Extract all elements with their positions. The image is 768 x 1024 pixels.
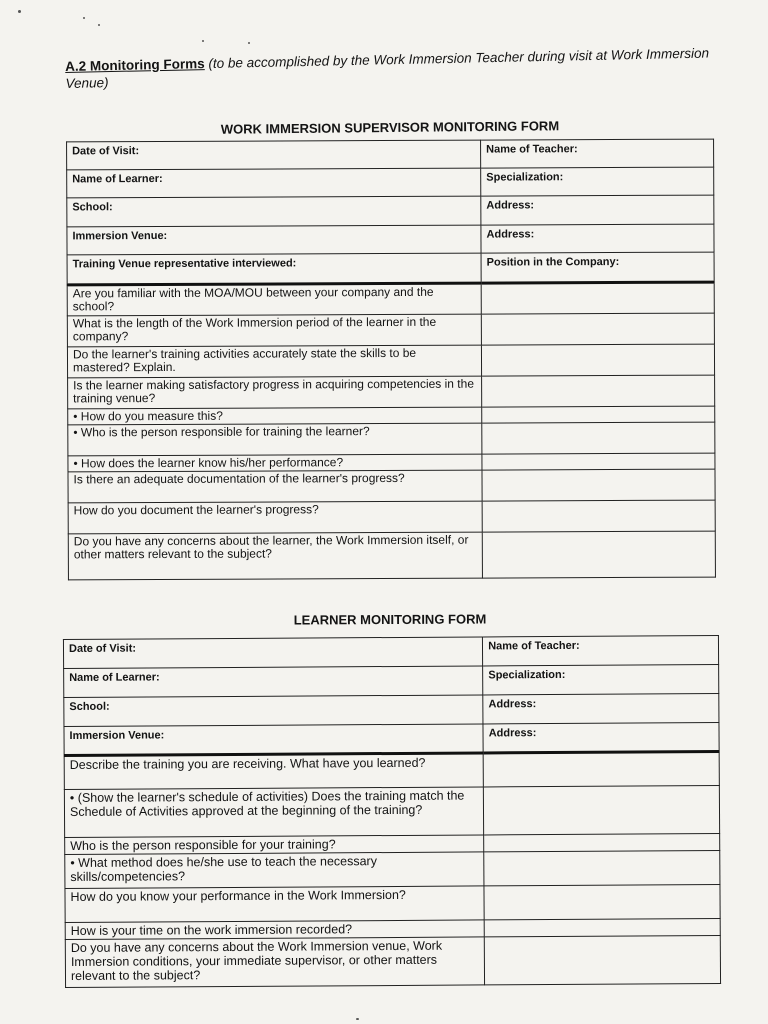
header-field-label: Address:	[483, 694, 719, 724]
question-text: • (Show the learner's schedule of activities) Does the training match the Schedule of Activities approved at the beginning of the training?	[64, 787, 483, 838]
question-text: Do you have any concerns about the learner, the Work Immersion itself, or other matters relevant to the subject?	[68, 532, 482, 580]
header-row	[67, 167, 714, 198]
question-text: How do you document the learner's progress?	[68, 501, 482, 534]
answer-cell[interactable]	[482, 453, 715, 470]
answer-cell[interactable]	[482, 469, 715, 501]
question-text: Are you familiar with the MOA/MOU between your company and the school?	[67, 283, 481, 316]
question-text: Do the learner's training activities accurately state the skills to be mastered? Explain.	[67, 345, 481, 378]
header-field-label: Specialization:	[483, 665, 719, 695]
header-field-label: School:	[64, 695, 483, 727]
question-row	[65, 935, 720, 987]
question-row	[68, 500, 715, 534]
question-text: Do you have any concerns about the Work Immersion venue, Work Immersion conditions, your immediate supervisor, or other matters relevant to the subject?	[65, 937, 484, 988]
question-text: • Who is the person responsible for training the learner?	[68, 423, 482, 456]
answer-cell[interactable]	[484, 918, 720, 936]
answer-cell[interactable]	[484, 833, 720, 851]
header-field-label: Name of Teacher:	[481, 139, 714, 168]
answer-cell[interactable]	[483, 752, 719, 787]
answer-cell[interactable]	[482, 500, 715, 532]
header-field-label: Training Venue representative interviewed:	[67, 253, 481, 285]
answer-cell[interactable]	[484, 785, 720, 834]
supervisor-monitoring-table	[66, 139, 716, 581]
section-heading	[65, 44, 716, 92]
scan-speck	[248, 42, 250, 44]
header-row	[67, 224, 714, 255]
question-text: • What method does he/she use to teach the necessary skills/competencies?	[65, 852, 484, 889]
answer-cell[interactable]	[484, 850, 720, 885]
answer-cell[interactable]	[482, 406, 715, 423]
header-field-label: Immersion Venue:	[67, 225, 481, 255]
question-row	[67, 282, 714, 316]
question-text: • How does the learner know his/her performance?	[68, 454, 482, 472]
header-row	[64, 665, 719, 698]
header-field-label: Address:	[481, 224, 714, 253]
header-field-label: Specialization:	[481, 167, 714, 196]
scan-speck	[98, 24, 100, 26]
header-field-label: Address:	[483, 723, 719, 753]
header-row	[63, 636, 718, 669]
header-field-label: School:	[67, 196, 481, 227]
header-field-label: Name of Learner:	[67, 168, 481, 198]
scan-speck	[202, 40, 204, 42]
scan-speck	[83, 17, 85, 19]
question-text: What is the length of the Work Immersion period of the learner in the company?	[67, 314, 481, 347]
answer-cell[interactable]	[484, 884, 720, 919]
section-code: A.2 Monitoring Forms	[65, 56, 205, 74]
scan-speck	[18, 10, 21, 13]
header-row	[67, 139, 714, 170]
question-row	[68, 531, 715, 580]
question-row	[67, 344, 714, 378]
answer-cell[interactable]	[484, 935, 720, 984]
header-row	[67, 252, 714, 285]
question-text: Is there an adequate documentation of the learner's progress?	[68, 470, 482, 503]
question-text: How do you know your performance in the Work Immersion?	[65, 886, 484, 923]
header-field-label: Date of Visit:	[67, 140, 481, 170]
question-row	[65, 884, 720, 922]
learner-monitoring-table	[63, 635, 721, 988]
question-row	[68, 422, 715, 456]
answer-cell[interactable]	[482, 531, 715, 578]
answer-cell[interactable]	[481, 313, 714, 345]
question-row	[64, 785, 719, 837]
header-field-label: Date of Visit:	[63, 637, 482, 669]
question-row	[68, 375, 715, 409]
header-row	[67, 195, 714, 227]
header-field-label: Address:	[481, 195, 714, 225]
header-field-label: Name of Teacher:	[483, 636, 719, 666]
answer-cell[interactable]	[482, 422, 715, 454]
question-text: How is your time on the work immersion recorded?	[65, 920, 484, 940]
answer-cell[interactable]	[482, 375, 715, 407]
header-row	[64, 694, 719, 727]
question-text: Is the learner making satisfactory progress in acquiring competencies in the training venue?	[68, 376, 482, 409]
supervisor-form-title: WORK IMMERSION SUPERVISOR MONITORING FORM	[220, 118, 560, 137]
header-field-label: Name of Learner:	[64, 666, 483, 698]
answer-cell[interactable]	[482, 344, 715, 376]
section-instructions: (to be accomplished by the Work Immersion Teacher during visit at Work Immersion Venue)	[65, 45, 710, 91]
question-row	[64, 752, 719, 790]
question-text: • How do you measure this?	[68, 407, 482, 425]
header-field-label: Immersion Venue:	[64, 724, 483, 756]
question-row	[65, 850, 720, 888]
header-field-label: Position in the Company:	[481, 252, 714, 283]
question-row	[67, 313, 714, 347]
scan-speck	[356, 1018, 359, 1020]
header-row	[64, 723, 719, 756]
question-row	[68, 469, 715, 503]
question-text: Describe the training you are receiving. What have you learned?	[64, 753, 483, 790]
learner-form-title: LEARNER MONITORING FORM	[293, 611, 487, 628]
question-text: Who is the person responsible for your training?	[65, 835, 484, 855]
answer-cell[interactable]	[481, 282, 714, 314]
